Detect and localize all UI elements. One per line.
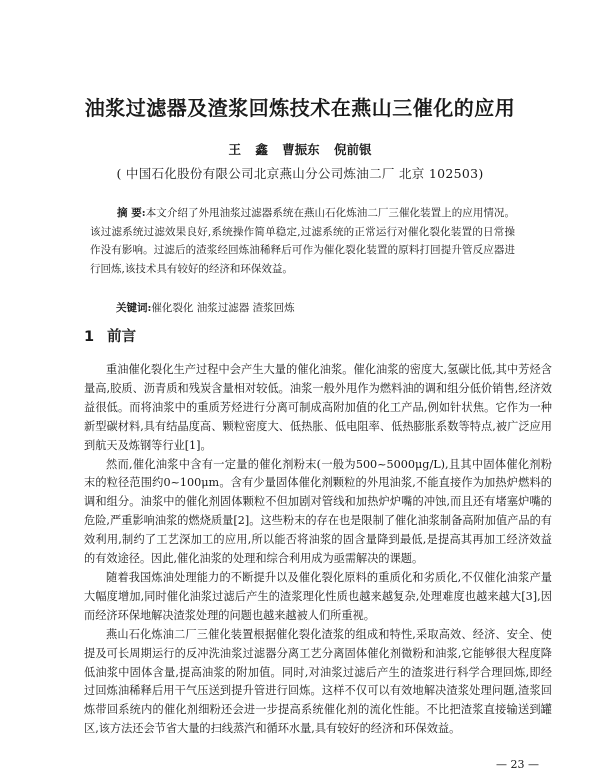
keywords-text: 催化裂化 油浆过滤器 渣浆回炼 xyxy=(151,302,295,314)
keywords-label: 关键词: xyxy=(116,302,152,314)
body-text xyxy=(84,361,552,739)
author-affiliation: ( 中国石化股份有限公司北京燕山分公司炼油二厂 北京 102503) xyxy=(116,166,484,181)
keywords xyxy=(116,299,516,317)
body-paragraph: 随着我国炼油处理能力的不断提升以及催化裂化原料的重质化和劣质化,不仅催化油浆产量大幅度增加,同时催化油浆过滤后产生的渣浆理化性质也越来越复杂,处理难度也越来越大[3],因而经济环保地解决渣浆处理的问题也越来越被人们所重视。 xyxy=(84,570,552,622)
abstract xyxy=(90,204,515,278)
paper-title: 油浆过滤器及渣浆回炼技术在燕山三催化的应用 xyxy=(84,96,516,120)
abstract-text: 本文介绍了外甩油浆过滤器系统在燕山石化炼油二厂三催化装置上的应用情况。该过滤系统过滤效果良好,系统操作简单稳定,过滤系统的正常运行对催化裂化装置的日常操作没有影响。过滤后的渣浆经回炼油稀释后可作为催化裂化装置的原料打回提升管反应器进行回炼,该技术具有较好的经济和环保效益。 xyxy=(90,207,515,275)
body-paragraph: 重油催化裂化生产过程中会产生大量的催化油浆。催化油浆的密度大,氢碳比低,其中芳烃含量高,胶质、沥青质和残炭含量相对较低。油浆一般外甩作为燃料油的调和组分低价销售,经济效益很低。而将油浆中的重质芳烃进行分离可制成高附加值的化工产品,例如针状焦。它作为一种新型碳材料,具有结晶度高、颗粒密度大、低热胀、低电阻率、低热膨胀系数等特点,被广泛应用到航天及炼钢等行业[1]。 xyxy=(84,363,552,452)
body-paragraph: 燕山石化炼油二厂三催化装置根据催化裂化渣浆的组成和特性,采取高效、经济、安全、使提及可长周期运行的反冲洗油浆过滤器分离工艺分离固体催化剂微粉和油浆,它能够很大程度降低油浆中固体含量,提高油浆的附加值。同时,对油浆过滤后产生的渣浆进行科学合理回炼,即经过回炼油稀释后用干气压送到提升管进行回炼。这样不仅可以有效地解决渣浆处理问题,渣浆回炼带回系统内的催化剂细粉还会进一步提高系统催化剂的流化性能。不比把渣浆直接输送到罐区,该方法还会节省大量的扫线蒸汽和循环水量,具有较好的经济和环保效益。 xyxy=(84,627,552,736)
page-number: — 23 — xyxy=(496,758,539,771)
body-paragraph: 然而,催化油浆中含有一定量的催化剂粉末(一般为500~5000μg/L),且其中固体催化剂粉末的粒径范围约0~100μm。含有少量固体催化剂颗粒的外甩油浆,不能直接作为加热炉燃料的调和组分。油浆中的催化剂固体颗粒不但加剧对管线和加热炉炉嘴的冲蚀,而且还有堵塞炉嘴的危险,严重影响油浆的燃烧质量[2]。这些粉末的存在也是限制了催化油浆制备高附加值产品的有效利用,制约了工艺深加工的应用,所以能否将油浆的固含量降到最低,是提高其再加工经济效益的有效途径。因此,催化油浆的处理和综合利用成为亟需解决的课题。 xyxy=(84,457,552,566)
author-list: 王 鑫 曹振东 倪前银 xyxy=(228,142,372,157)
section-heading: 1 前言 xyxy=(84,329,137,345)
abstract-label: 摘 要: xyxy=(117,207,146,219)
